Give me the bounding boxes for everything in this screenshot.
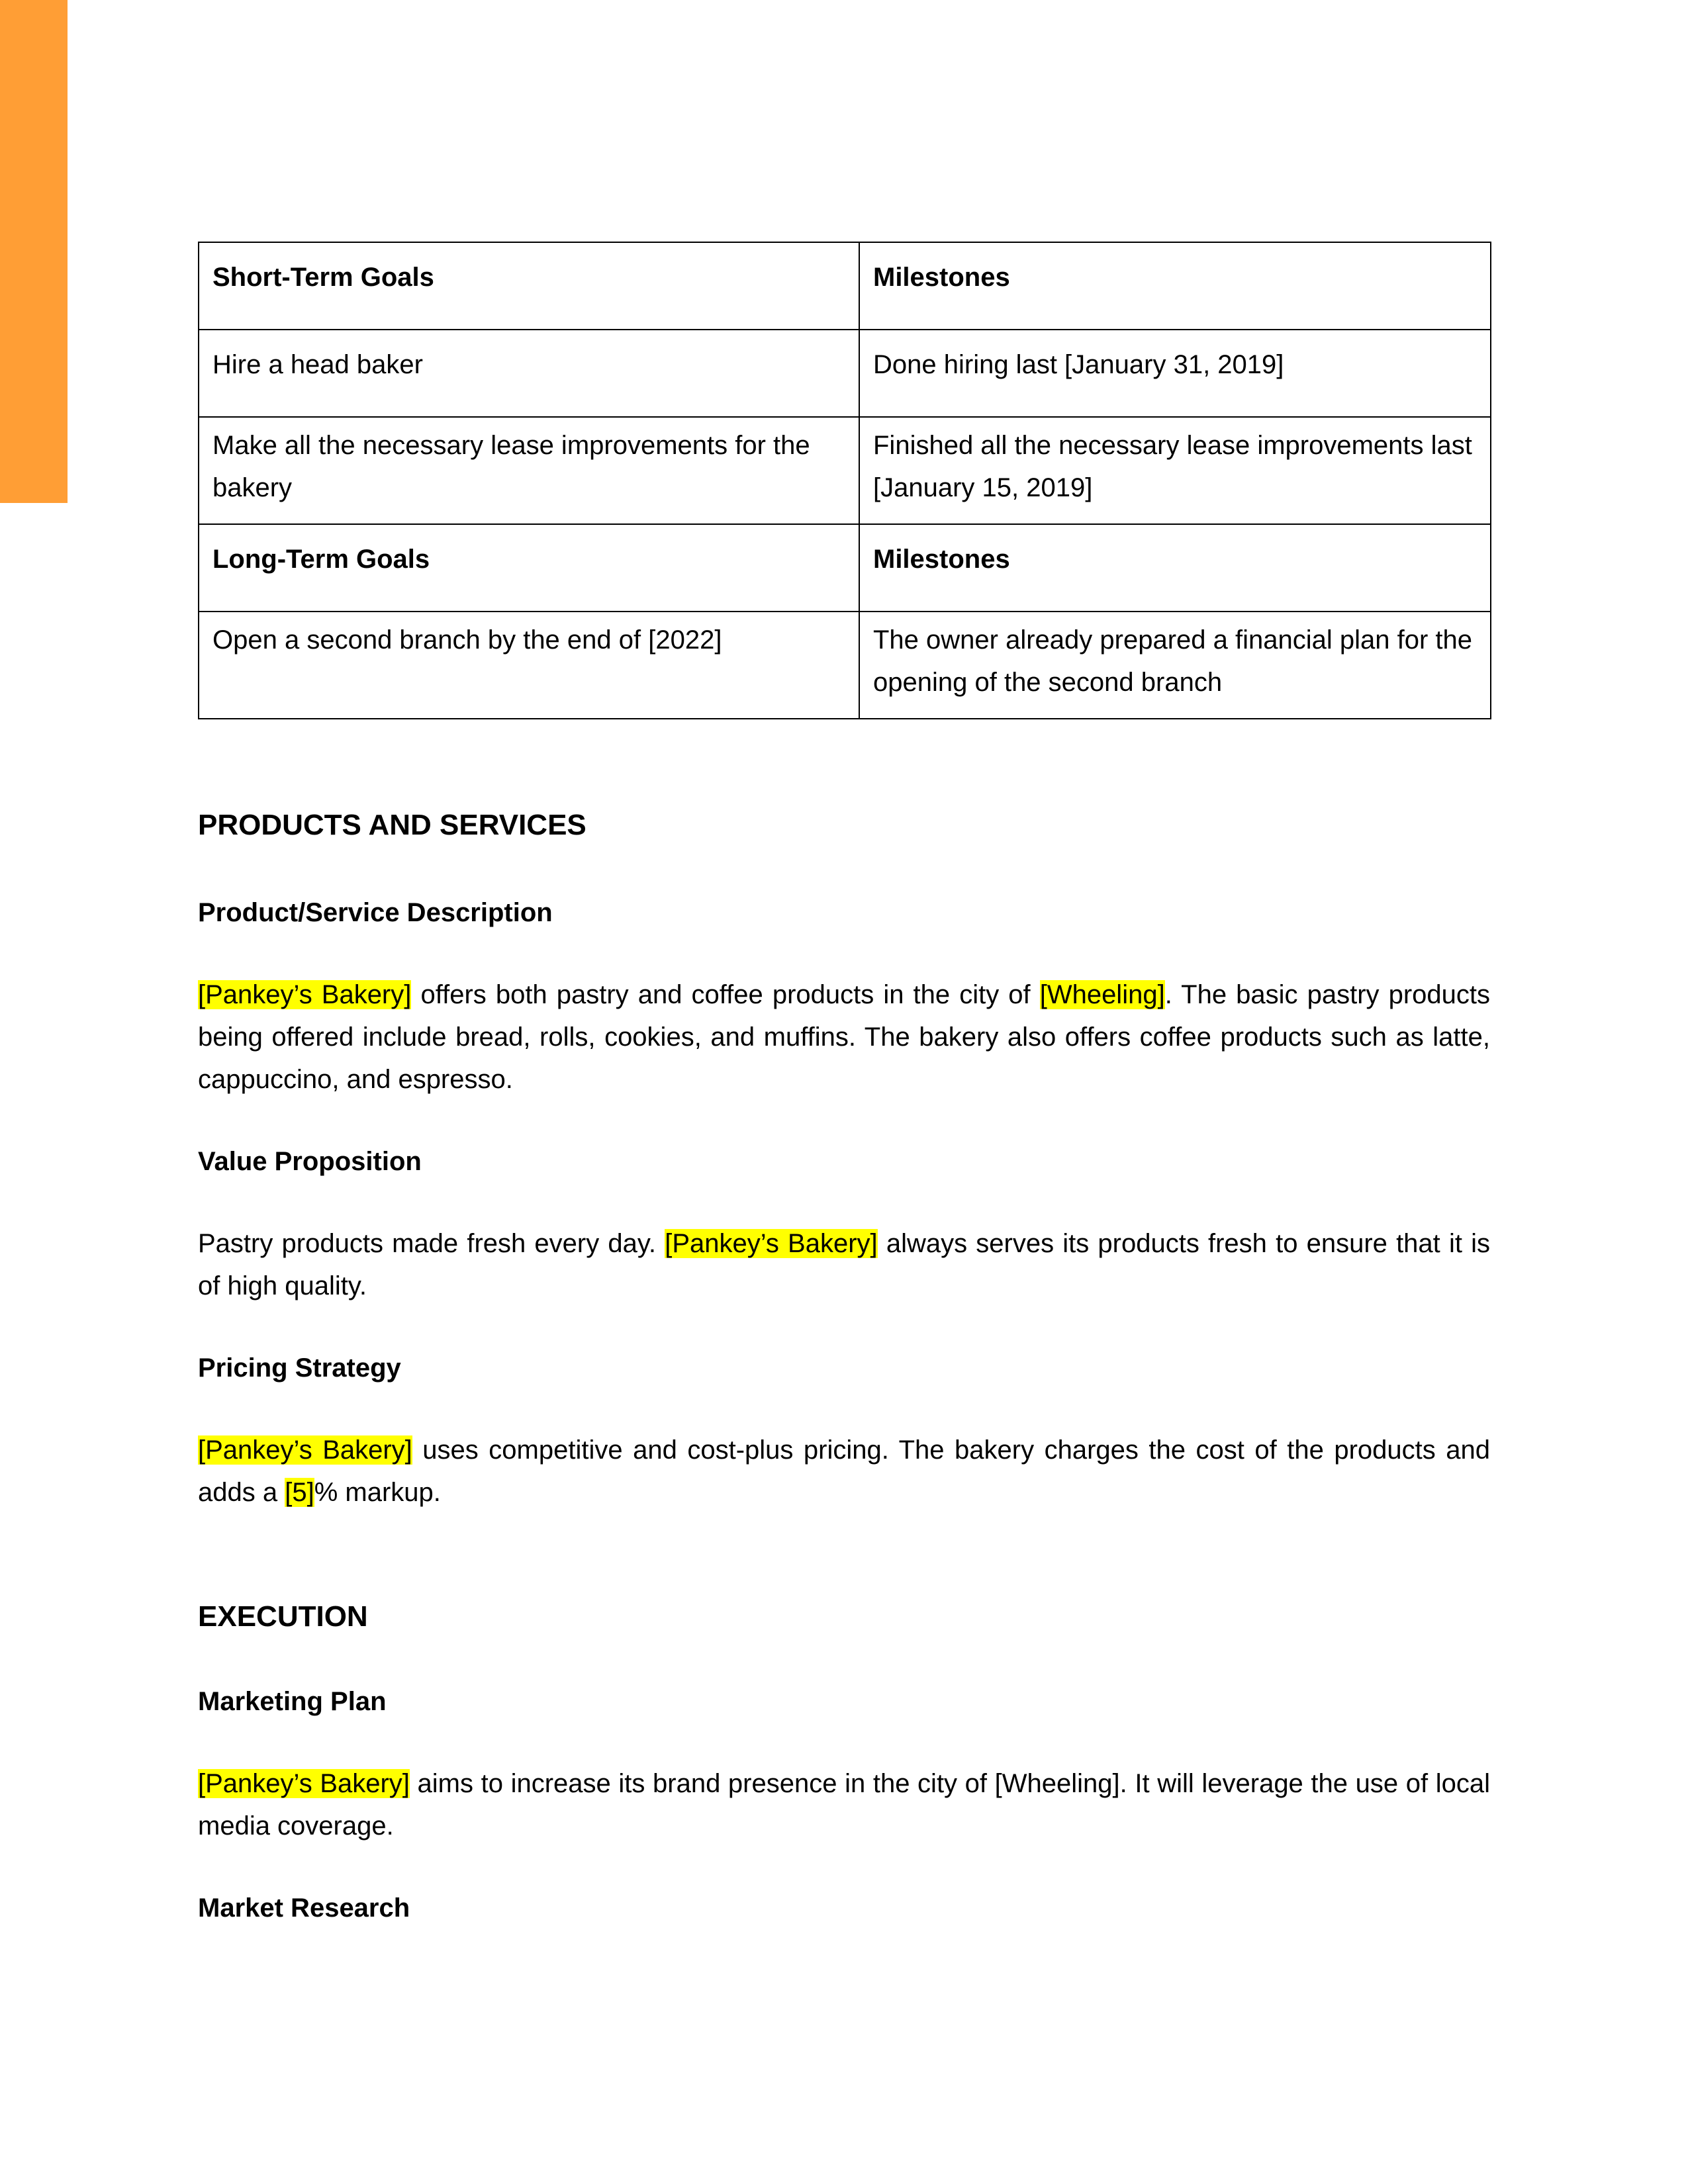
product-description-paragraph bbox=[198, 974, 1490, 1101]
products-services-title: PRODUCTS AND SERVICES bbox=[198, 809, 586, 841]
paragraph-text: aims to increase its brand presence in the city of [Wheeling]. It will leverage the use of local media coverage. bbox=[198, 1769, 1490, 1841]
long-term-goals-header: Long-Term Goals bbox=[199, 524, 859, 612]
milestone-cell: Finished all the necessary lease improvements last [January 15, 2019] bbox=[859, 417, 1491, 524]
milestone-cell: The owner already prepared a financial plan for the opening of the second branch bbox=[859, 612, 1491, 719]
product-description-heading: Product/Service Description bbox=[198, 898, 553, 927]
paragraph-text: always serves its products fresh to ensure that it is of high quality. bbox=[198, 1229, 1491, 1300]
pricing-strategy-paragraph bbox=[198, 1429, 1490, 1514]
highlighted-company-name: [Pankey’s Bakery] bbox=[198, 1435, 412, 1465]
market-research-heading: Market Research bbox=[198, 1893, 410, 1923]
execution-title: EXECUTION bbox=[198, 1600, 368, 1633]
goal-cell: Open a second branch by the end of [2022] bbox=[199, 612, 859, 719]
paragraph-text: Pastry products made fresh every day. bbox=[198, 1229, 665, 1258]
milestones-header: Milestones bbox=[859, 242, 1491, 330]
goals-table bbox=[198, 242, 1491, 719]
pricing-strategy-heading: Pricing Strategy bbox=[198, 1353, 401, 1383]
goal-cell: Make all the necessary lease improvements for the bakery bbox=[199, 417, 859, 524]
milestones-header: Milestones bbox=[859, 524, 1491, 612]
page-content bbox=[198, 242, 1490, 1928]
paragraph-text: offers both pastry and coffee products in the city of bbox=[411, 980, 1040, 1009]
highlighted-markup-value: [5] bbox=[285, 1478, 314, 1507]
short-term-goals-header: Short-Term Goals bbox=[199, 242, 859, 330]
table-row bbox=[199, 612, 1491, 719]
highlighted-company-name: [Pankey’s Bakery] bbox=[198, 980, 412, 1009]
paragraph-text: . The basic pastry products being offered include bread, rolls, cookies, and muffins. The bakery also offers coffee products such as latte, cappuccino, and espresso. bbox=[198, 980, 1490, 1094]
table-row bbox=[199, 330, 1491, 417]
highlighted-company-name: [Pankey’s Bakery] bbox=[665, 1229, 878, 1258]
table-row bbox=[199, 242, 1491, 330]
marketing-plan-paragraph bbox=[198, 1762, 1490, 1847]
milestone-cell: Done hiring last [January 31, 2019] bbox=[859, 330, 1491, 417]
highlighted-city-name: [Wheeling] bbox=[1039, 980, 1165, 1009]
paragraph-text: uses competitive and cost-plus pricing. The bakery charges the cost of the products and adds a bbox=[198, 1435, 1491, 1507]
value-proposition-heading: Value Proposition bbox=[198, 1147, 422, 1176]
goal-cell: Hire a head baker bbox=[199, 330, 859, 417]
table-row bbox=[199, 524, 1491, 612]
table-row bbox=[199, 417, 1491, 524]
value-proposition-paragraph bbox=[198, 1222, 1490, 1307]
accent-bar bbox=[0, 0, 68, 503]
marketing-plan-heading: Marketing Plan bbox=[198, 1687, 387, 1716]
highlighted-company-name: [Pankey’s Bakery] bbox=[198, 1769, 410, 1798]
paragraph-text: % markup. bbox=[314, 1478, 441, 1507]
